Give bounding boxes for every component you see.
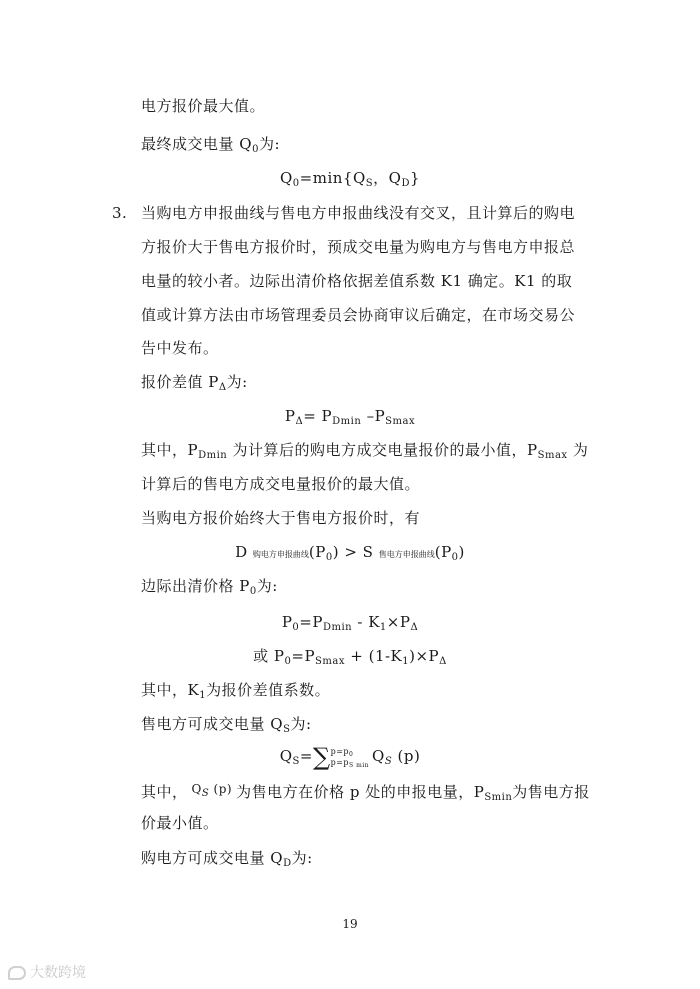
- text-segment: 其中，P: [141, 441, 199, 459]
- subscript: 0: [252, 144, 259, 155]
- chat-bubble-icon: [8, 966, 26, 980]
- paragraph-line: 告中发布。: [141, 339, 219, 357]
- text-segment: 为:: [256, 577, 278, 595]
- subscript: S: [283, 724, 291, 735]
- text-segment: 购电方可成交电量 Q: [141, 849, 284, 867]
- text-segment: 为: [567, 441, 589, 459]
- subscript: D: [283, 858, 292, 869]
- text-line: 电方报价最大值。: [141, 97, 266, 115]
- text-segment: 为售电方报: [512, 783, 590, 801]
- text-line: [141, 440, 588, 460]
- text-segment: 为:: [290, 715, 312, 733]
- text-line: 价最小值。: [141, 814, 219, 832]
- subscript: 0: [249, 586, 257, 597]
- paragraph-line: 当购电方申报曲线与售电方申报曲线没有交叉，且计算后的购电: [141, 204, 576, 222]
- text-segment: 售电方可成交电量 Q: [141, 715, 284, 733]
- text-line: 计算后的售电方成交电量报价的最大值。: [141, 475, 421, 493]
- formula-p0: $P_0=P_{Dmin} - K_1\times P_\Delta$: [281, 613, 419, 633]
- text-segment: 为:: [258, 135, 281, 153]
- inline-formula-qs: QS (p): [191, 782, 233, 799]
- formula-q0: $Q_0=\min\{Q_S$，$Q_D$}: [279, 169, 421, 189]
- text-segment: 为售电方在价格 p 处的申报电量，P: [236, 783, 485, 801]
- subscript-label: 购电方申报曲线: [252, 550, 309, 559]
- subscript-label: 售电方申报曲线: [378, 550, 435, 559]
- sigma-symbol: ∑: [312, 743, 331, 771]
- text-segment: 其中，K: [141, 681, 200, 699]
- list-number: 3.: [112, 204, 128, 222]
- text-line: [141, 134, 280, 154]
- formula-p0-alt: 或 $P_0=P_{Smax} + (1-K_1)\times P_\Delta$: [253, 647, 447, 667]
- text-segment: 报价差值 P: [141, 373, 219, 391]
- text-segment: 边际出清价格 P: [141, 577, 250, 595]
- subscript: Smax: [537, 450, 568, 461]
- text-line: [141, 680, 330, 700]
- formula-p-delta: $P_\Delta= P_{Dmin}$ $-P_{Smax}$: [284, 407, 416, 427]
- subscript: Dmin: [198, 450, 228, 461]
- text-segment: 其中，: [141, 783, 188, 801]
- text-line: [141, 714, 312, 734]
- text-segment: 为:: [226, 373, 248, 391]
- subscript: Δ: [218, 382, 227, 393]
- paragraph-line: 方报价大于售电方报价时，预成交电量为购电方与售电方申报总: [141, 238, 576, 256]
- formula-inequality: D 购电方申报曲线$(P_0) > S$ 售电方申报曲线$(P_0)$: [235, 543, 465, 563]
- paragraph-line: 值或计算方法由市场管理委员会协商审议后确定，在市场交易公: [141, 306, 576, 324]
- text-line: [141, 372, 248, 392]
- text-line: [141, 779, 590, 802]
- formula-qs-sum: $Q_S=\sum$ $p=p_0$ $p=p_{S min}$ $Q_S$ (p): [279, 743, 421, 771]
- text-line: [141, 576, 278, 596]
- watermark: [8, 962, 86, 982]
- subscript: Smin: [484, 792, 513, 803]
- page-number: 19: [342, 917, 358, 931]
- paragraph-line: 电量的较小者。边际出清价格依据差值系数 K1 确定。K1 的取: [141, 272, 573, 290]
- text-line: [141, 848, 313, 868]
- text-line: 当购电方报价始终大于售电方报价时，有: [141, 509, 421, 527]
- text-segment: 为计算后的购电方成交电量报价的最小值，P: [227, 441, 538, 459]
- text-segment: 或: [253, 647, 269, 665]
- text-segment: 为报价差值系数。: [206, 681, 331, 699]
- watermark-text: 大数跨境: [30, 965, 86, 981]
- text-segment: 为:: [291, 849, 313, 867]
- text-segment: 最终成交电量 Q: [141, 135, 253, 153]
- sum-limits: $p=p_0$ $p=p_{S min}$: [330, 747, 370, 769]
- subscript: 1: [199, 690, 207, 701]
